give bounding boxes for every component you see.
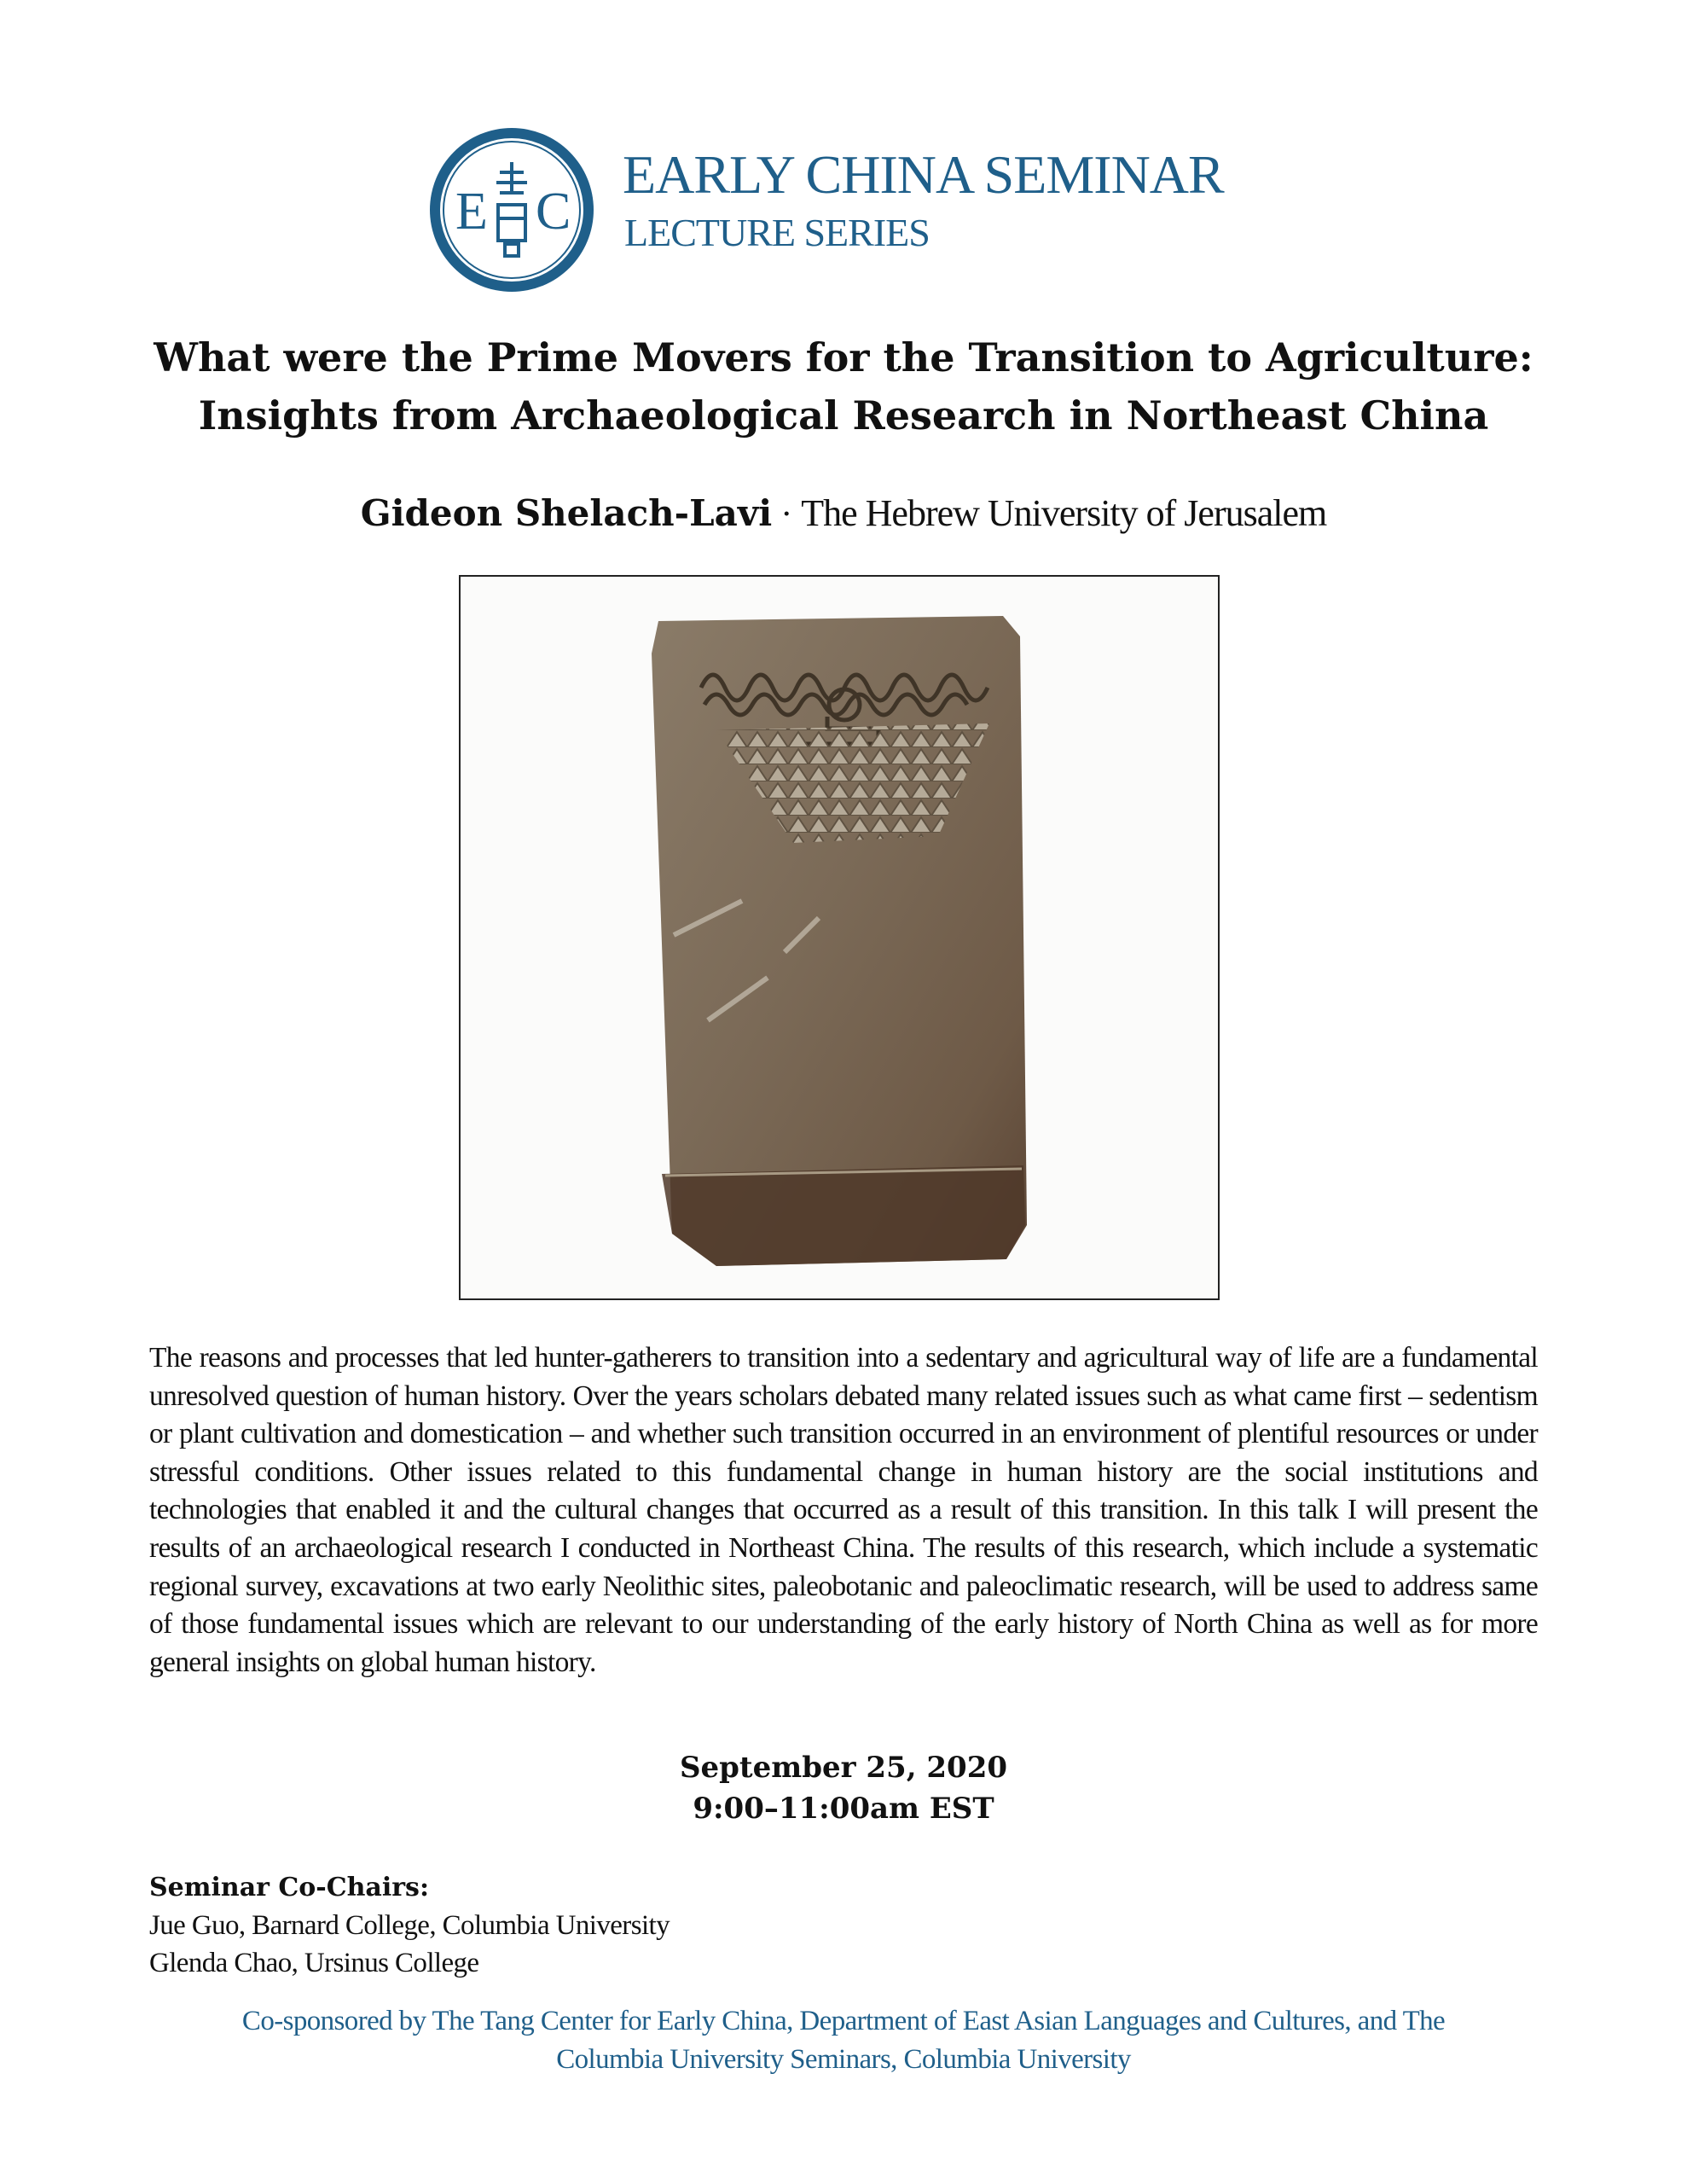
series-subtitle: LECTURE SERIES — [624, 211, 930, 254]
artifact-photo — [459, 575, 1220, 1300]
abstract-paragraph: The reasons and processes that led hunter-gatherers to transition into a sedentary and agricultural way of life are a fundamental unresolved question of human history. Over the years scholars debated many related issues such as what came first – sedentism or plant cultivation and domestication – and whether such transition occurred in an environment of plentiful resources or under stressful conditions. Other issues related to this fundamental change in human history are the social institutions and technologies that enabled it and the cultural changes that occurred as a result of this transition. In this talk I will present the results of an archaeological research I conducted in Northeast China. The results of this research, which include a systematic regional survey, excavations at two early Neolithic sites, paleobotanic and paleoclimatic research, will be used to address same of those fundamental issues which are relevant to our understanding of the early history of North China as well as for more general insights on global human history. — [149, 1342, 1538, 1678]
seminar-logo — [426, 125, 597, 295]
logo-letter-e: E — [455, 183, 488, 241]
speaker-line — [0, 491, 1687, 535]
speaker-separator: · — [780, 495, 793, 534]
stone-artifact-image — [461, 577, 1218, 1298]
co-chair-name: Glenda Chao, Ursinus College — [149, 1948, 479, 1978]
cosponsor-line-2: Columbia University Seminars, Columbia University — [556, 2044, 1131, 2075]
talk-title-line-1: What were the Prime Movers for the Transition to Agriculture: — [154, 334, 1533, 380]
speaker-name: Gideon Shelach-Lavi — [360, 492, 773, 534]
logo-letter-c: C — [536, 183, 571, 241]
event-time: 9:00–11:00am EST — [693, 1792, 994, 1826]
cosponsor-line-1: Co-sponsored by The Tang Center for Early China, Department of East Asian Languages and Cultures, and The — [241, 2006, 1446, 2036]
talk-title-line-2: Insights from Archaeological Research in Northeast China — [198, 392, 1489, 439]
series-title: EARLY CHINA SEMINAR — [623, 144, 1224, 205]
speaker-affiliation: The Hebrew University of Jerusalem — [801, 492, 1327, 534]
co-chair-name: Jue Guo, Barnard College, Columbia University — [149, 1910, 670, 1941]
event-date: September 25, 2020 — [679, 1751, 1008, 1785]
co-chairs-label: Seminar Co-Chairs: — [149, 1873, 430, 1902]
